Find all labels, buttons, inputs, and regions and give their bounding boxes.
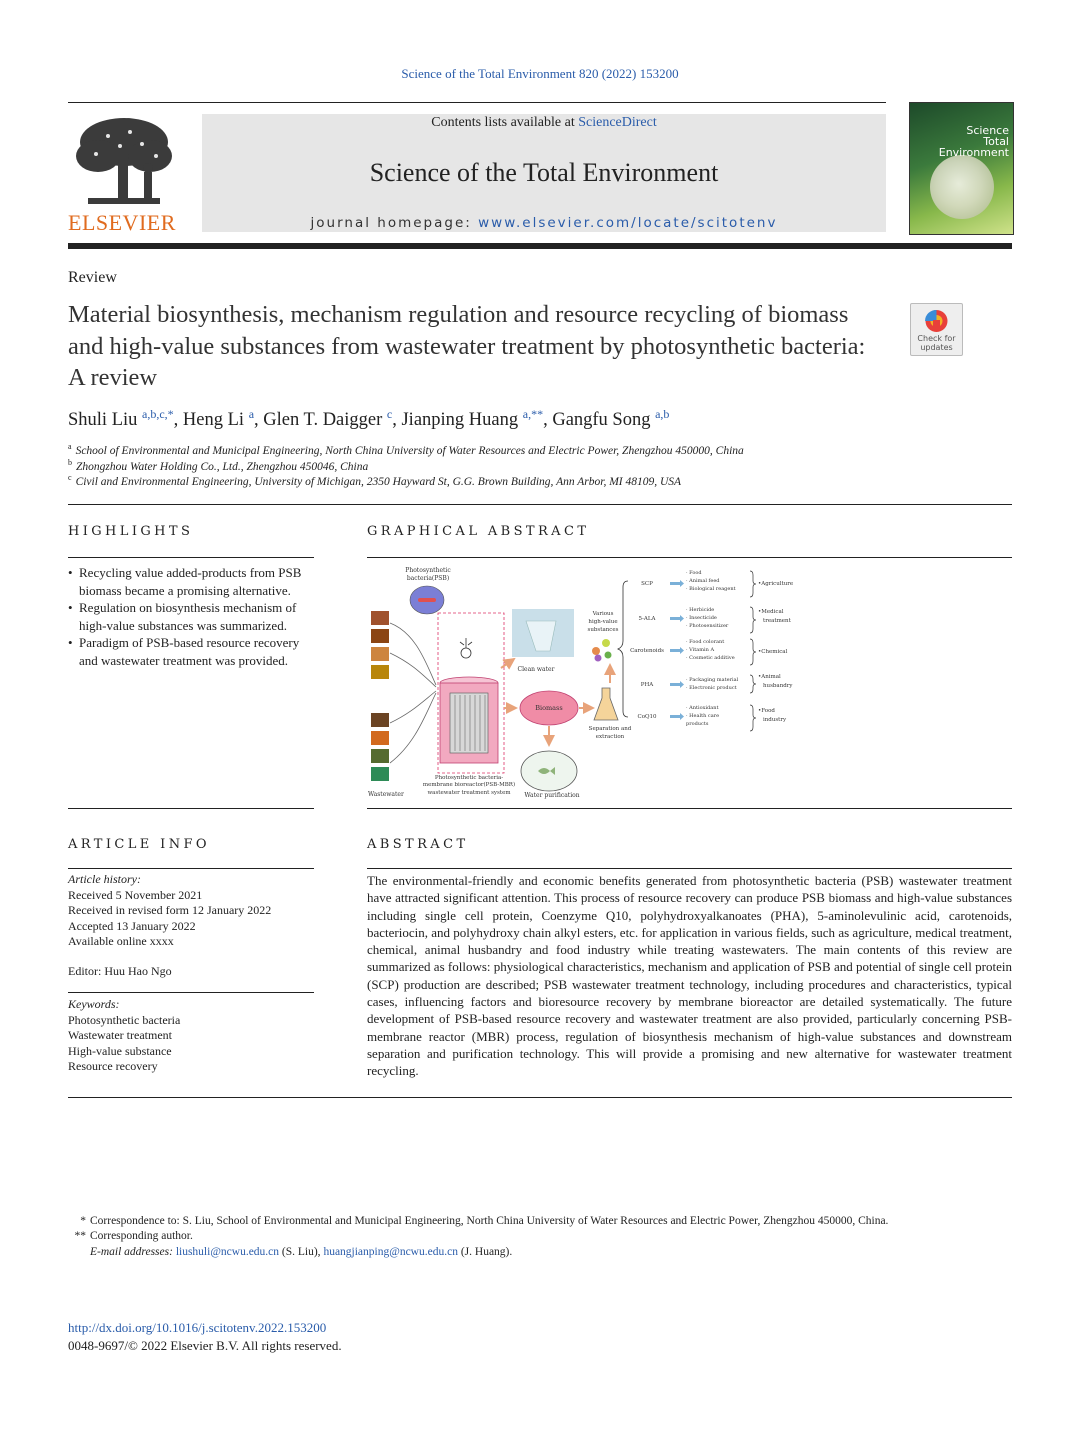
cover-title-science: Science <box>966 124 1009 137</box>
elsevier-wordmark: ELSEVIER <box>68 210 176 235</box>
product: · Insecticide <box>686 615 717 621</box>
product: · Cosmetic additive <box>686 655 735 661</box>
substance-5ala: 5-ALA <box>638 616 656 622</box>
keywords-rule <box>68 992 314 993</box>
keywords-label: Keywords: <box>68 997 120 1011</box>
field-chemical: •Chemical <box>758 649 788 655</box>
substance-coq10: CoQ10 <box>637 714 657 720</box>
ga-reactor-label-2: membrane bioreactor(PSB-MBR) <box>422 782 516 788</box>
divider-affil <box>68 504 1012 505</box>
check-label-1: Check for <box>917 334 956 343</box>
keyword: Photosynthetic bacteria <box>68 1012 181 1027</box>
ga-water-purification-label: Water purification <box>524 792 580 799</box>
highlights-rule <box>68 557 314 558</box>
product: · Biological reagent <box>686 586 736 592</box>
history-label: Article history: <box>68 872 141 886</box>
highlight-item: • Paradigm of PSB-based resource recovery and wastewater treatment was provided. <box>68 634 314 669</box>
substance-pha: PHA <box>640 682 654 688</box>
field-food: •Food <box>758 708 775 714</box>
highlights-heading: HIGHLIGHTS <box>68 524 194 539</box>
cover-title-env: Total Environment <box>938 135 1009 159</box>
field-medical: •Medical <box>758 609 784 615</box>
ga-separation-label-1: Separation and <box>588 726 632 732</box>
field-animal: •Animal <box>758 674 781 680</box>
journal-title: Science of the Total Environment <box>369 158 719 187</box>
product: · Photosensitizer <box>686 623 729 629</box>
keyword: Resource recovery <box>68 1059 158 1074</box>
check-label-2: updates <box>920 343 953 352</box>
ga-reactor-label-1: Photosynthetic bacteria- <box>434 775 504 781</box>
ga-psb-label-1: Photosynthetic <box>405 567 451 574</box>
footnote-corresponding: ** Corresponding author. <box>74 1230 193 1242</box>
email-link-liu[interactable]: liushuli@ncwu.edu.cn <box>175 1246 280 1258</box>
substance-scp: SCP <box>641 581 653 587</box>
header-top-rule <box>68 102 886 103</box>
homepage-link[interactable]: www.elsevier.com/locate/scitotenv <box>478 215 778 231</box>
accepted-date: Accepted 13 January 2022 <box>68 918 196 933</box>
product: products <box>686 721 709 727</box>
ga-biomass-label: Biomass <box>535 704 563 712</box>
author-list <box>68 407 669 431</box>
product: · Vitamin A <box>686 647 715 653</box>
product: · Packaging material <box>686 677 739 683</box>
highlight-item: • Recycling value added-products from PSB biomass became a promising alternative. <box>68 564 314 599</box>
ga-wastewater-label: Wastewater <box>368 791 404 798</box>
check-for-updates-badge[interactable] <box>910 303 963 356</box>
author-1[interactable]: Shuli Liu $^{a,b,c,*}$, <box>68 407 183 431</box>
graphical-abstract-bottom-rule <box>367 808 1012 809</box>
check-updates-icon <box>911 304 962 355</box>
footnote-correspondence: * Correspondence to: S. Liu, School of Environmental and Municipal Engineering, North China University of Water Resources and Electric Power, Zhengzhou 450000, China. <box>80 1215 889 1227</box>
abstract-rule <box>367 868 1012 869</box>
graphical-abstract-rule <box>367 557 1012 558</box>
journal-cover <box>909 102 1014 235</box>
ga-psb-label-2: bacteria(PSB) <box>406 575 450 582</box>
graphical-abstract-heading: GRAPHICAL ABSTRACT <box>367 524 590 539</box>
highlights-list <box>68 564 314 669</box>
flask-icon <box>594 688 618 720</box>
product: · Health care <box>686 713 720 719</box>
affiliation-a: $^a$ School of Environmental and Municipal Engineering, North China University of Water Resources and Electric Power, Zhengzhou 450000, China <box>68 442 744 457</box>
article-info-heading: ARTICLE INFO <box>68 837 210 852</box>
author-4[interactable]: Jianping Huang $^{a,**}$, <box>401 407 553 431</box>
keywords-block <box>68 997 180 1075</box>
journal-homepage: journal homepage: www.elsevier.com/locate/scitotenv <box>310 215 778 231</box>
author-5[interactable]: Gangfu Song $^{a,b}$ <box>552 407 670 431</box>
ga-various-1: Various <box>592 611 614 617</box>
affiliation-b: $^b$ Zhongzhou Water Holding Co., Ltd., Zhengzhou 450046, China <box>68 458 369 473</box>
author-3[interactable]: Glen T. Daigger $^c$, <box>263 407 402 431</box>
doi-link[interactable]: http://dx.doi.org/10.1016/j.scitotenv.2022.153200 <box>68 1320 327 1335</box>
product: · Food <box>686 570 702 576</box>
substance-carotenoids: Carotenoids <box>630 648 664 654</box>
revised-date: Received in revised form 12 January 2022 <box>68 903 272 918</box>
author-2[interactable]: Heng Li $^a$, <box>182 407 264 431</box>
ga-separation-label-2: extraction <box>595 734 625 740</box>
field-animal-2: husbandry <box>763 683 793 689</box>
field-agriculture: •Agriculture <box>758 581 794 587</box>
copyright: 0048-9697/© 2022 Elsevier B.V. All rights reserved. <box>68 1338 342 1353</box>
article-type: Review <box>68 269 117 286</box>
product: · Animal feed <box>686 578 720 584</box>
editor-line: Editor: Huu Hao Ngo <box>68 964 172 978</box>
contents-line: Contents lists available at ScienceDirect <box>431 115 657 130</box>
graphical-abstract-figure <box>366 563 812 803</box>
abstract-bottom-rule <box>68 1097 1012 1098</box>
product: · Food colorant <box>686 639 725 645</box>
keyword: Wastewater treatment <box>68 1028 172 1043</box>
ga-various-3: substances <box>587 627 619 633</box>
highlight-item: • Regulation on biosynthesis mechanism of high-value substances was summarized. <box>68 599 314 634</box>
elsevier-tree-logo <box>68 114 176 210</box>
field-medical-2: treatment <box>763 618 791 624</box>
online-date: Available online xxxx <box>68 934 174 949</box>
product: · Antioxidant <box>686 705 719 711</box>
wastewater-image-tiles <box>371 611 389 781</box>
article-title: Material biosynthesis, mechanism regulation and resource recycling of biomass and high-value substances from wastewater treatment by photosynthetic bacteria: A review <box>68 301 866 391</box>
highlights-bottom-rule <box>68 808 314 809</box>
ga-clean-water-label: Clean water <box>517 666 555 673</box>
ga-various-2: high-value <box>588 619 618 625</box>
article-info-rule <box>68 868 314 869</box>
light-bulb-icon <box>460 638 472 648</box>
email-link-huang[interactable]: huangjianping@ncwu.edu.cn <box>323 1246 458 1258</box>
abstract-text: The environmental-friendly and economic benefits generated from photosynthetic bacteria (PSB) wastewater treatment have attracted significant attention. This process of resource recovery can produce PSB biomass and high-value substances including single cell protein, Coenzyme Q10, polyhydroxyalkanoates (PHA), 5-aminolevulinic acid, carotenoids, bacteriocin, and polyhydroxy chain alkyl esters, etc. for application in various fields, such as agriculture, medical treatment, chemical, animal husbandry and food industry while treating wastewaters. The main contents of this review are summarized as follows: physiological characteristics, mechanism and application of PSB and potential of single cell protein (SCP) production are described; PSB wastewater treatment technology, including procedures and characteristics, typical cases, influencing factors and bioresource recovery by membrane bioreactor are detailed systematically. The future development of PSB-based resource recovery and wastewater treatment are also provided, particularly concerning PSB-membrane reactor (MBR) process, regulation of biosynthesis mechanism of high-value substances and downstream separation and purification technology. This will provide a promising and new alternative for wastewater treatment recycling. <box>367 873 1012 1079</box>
header-thick-rule <box>68 243 1012 249</box>
product: · Herbicide <box>686 607 715 613</box>
product: · Electronic product <box>686 685 737 691</box>
field-food-2: industry <box>763 717 787 723</box>
affiliation-c: $^c$ Civil and Environmental Engineering, University of Michigan, 2350 Hayward St, G.G. Brown Building, Ann Arbor, MI 48109, USA <box>68 473 682 488</box>
received-date: Received 5 November 2021 <box>68 887 203 902</box>
footnote-emails: E-mail addresses: liushuli@ncwu.edu.cn (S. Liu), huangjianping@ncwu.edu.cn (J. Huang). <box>90 1246 513 1258</box>
ga-reactor-label-3: wastewater treatment system <box>427 790 511 796</box>
keyword: High-value substance <box>68 1043 172 1058</box>
abstract-heading: ABSTRACT <box>367 837 469 852</box>
sciencedirect-link[interactable]: ScienceDirect <box>578 115 657 130</box>
article-history <box>68 872 271 950</box>
journal-citation[interactable]: Science of the Total Environment 820 (2022) 153200 <box>401 66 679 81</box>
